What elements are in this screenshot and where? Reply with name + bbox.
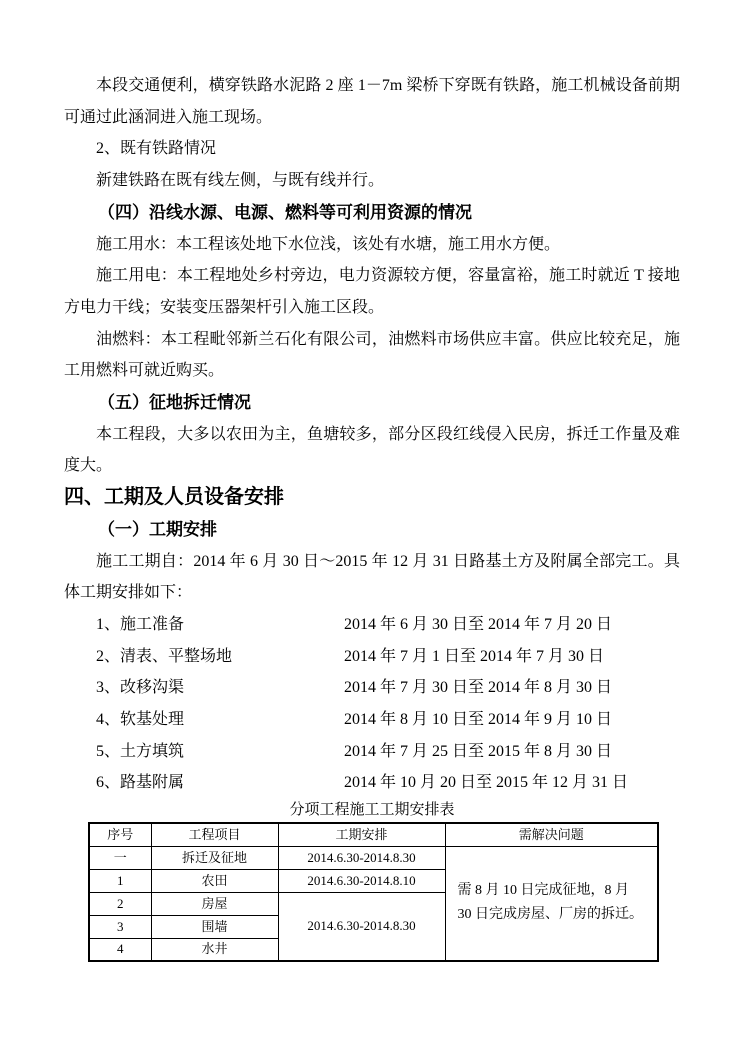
schedule-item [64, 736, 680, 768]
heading-chapter-4-schedule: 四、工期及人员设备安排 [64, 486, 284, 509]
cell-item: 农田 [151, 869, 278, 892]
cell-item: 房屋 [151, 892, 278, 915]
schedule-item [64, 767, 680, 799]
cell-date: 2014.6.30-2014.8.30 [278, 846, 445, 869]
schedule-item-date: 2014 年 7 月 30 日至 2014 年 8 月 30 日 [344, 679, 613, 697]
schedule-item-date: 2014 年 10 月 20 日至 2015 年 12 月 31 日 [344, 774, 629, 792]
paragraph-existing-railway-title: 2、既有铁路情况 [96, 140, 217, 158]
paragraph-fuel-supply: 油燃料：本工程毗邻新兰石化有限公司，油燃料市场供应丰富。供应比较充足，施工用燃料可就近购买。 [64, 330, 680, 380]
schedule-item-date: 2014 年 7 月 25 日至 2015 年 8 月 30 日 [344, 742, 613, 760]
schedule-item [64, 672, 680, 704]
cell-serial: 1 [89, 869, 151, 892]
cell-item: 围墙 [151, 915, 278, 938]
cell-item: 水井 [151, 938, 278, 961]
cell-serial: 2 [89, 892, 151, 915]
header-issues: 需解决问题 [445, 823, 658, 846]
schedule-item-label: 5、土方填筑 [96, 742, 185, 760]
schedule-item-date: 2014 年 6 月 30 日至 2014 年 7 月 20 日 [344, 615, 613, 633]
header-schedule: 工期安排 [278, 823, 445, 846]
schedule-item [64, 704, 680, 736]
cell-issues-note: 需 8 月 10 日完成征地，8 月 30 日完成房屋、厂房的拆迁。 [445, 846, 658, 961]
paragraph-land-requisition: 本工程段，大多以农田为主，鱼塘较多，部分区段红线侵入民房，拆迁工作量及难度大。 [64, 425, 680, 475]
cell-serial: 一 [89, 846, 151, 869]
schedule-item-label: 4、软基处理 [96, 711, 185, 729]
paragraph-water-supply: 施工用水：本工程该处地下水位浅，该处有水塘，施工用水方便。 [96, 235, 561, 253]
schedule-item-label: 2、清表、平整场地 [96, 647, 233, 665]
paragraph-existing-railway: 新建铁路在既有线左侧，与既有线并行。 [96, 172, 385, 190]
table-row [89, 846, 658, 869]
heading-section-4-resources: （四）沿线水源、电源、燃料等可利用资源的情况 [98, 202, 472, 222]
header-project-item: 工程项目 [151, 823, 278, 846]
heading-section-5-land: （五）征地拆迁情况 [98, 393, 251, 413]
table-header-row [89, 823, 658, 846]
schedule-item [64, 609, 680, 641]
cell-item: 拆迁及征地 [151, 846, 278, 869]
table-caption: 分项工程施工工期安排表 [289, 802, 455, 819]
cell-date-merged: 2014.6.30-2014.8.30 [278, 892, 445, 961]
schedule-item-date: 2014 年 7 月 1 日至 2014 年 7 月 30 日 [344, 647, 605, 665]
paragraph-traffic: 本段交通便利，横穿铁路水泥路 2 座 1－7m 梁桥下穿既有铁路，施工机械设备前期可通过此涵洞进入施工现场。 [64, 77, 680, 126]
cell-serial: 3 [89, 915, 151, 938]
schedule-item [64, 641, 680, 673]
heading-schedule-arrangement: （一）工期安排 [98, 519, 217, 539]
cell-date: 2014.6.30-2014.8.10 [278, 869, 445, 892]
cell-serial: 4 [89, 938, 151, 961]
schedule-item-label: 6、路基附属 [96, 774, 185, 792]
schedule-item-label: 3、改移沟渠 [96, 679, 185, 697]
schedule-item-label: 1、施工准备 [96, 615, 185, 633]
paragraph-construction-period: 施工工期自：2014 年 6 月 30 日～2015 年 12 月 31 日路基土方及附属全部完工。具体工期安排如下： [64, 552, 680, 602]
schedule-item-date: 2014 年 8 月 10 日至 2014 年 9 月 10 日 [344, 711, 613, 729]
paragraph-power-supply: 施工用电：本工程地处乡村旁边，电力资源较方便，容量富裕，施工时就近 T 接地方电力干线；安装变压器架杆引入施工区段。 [64, 267, 680, 316]
project-schedule-table [88, 822, 659, 962]
header-serial-number: 序号 [89, 823, 151, 846]
